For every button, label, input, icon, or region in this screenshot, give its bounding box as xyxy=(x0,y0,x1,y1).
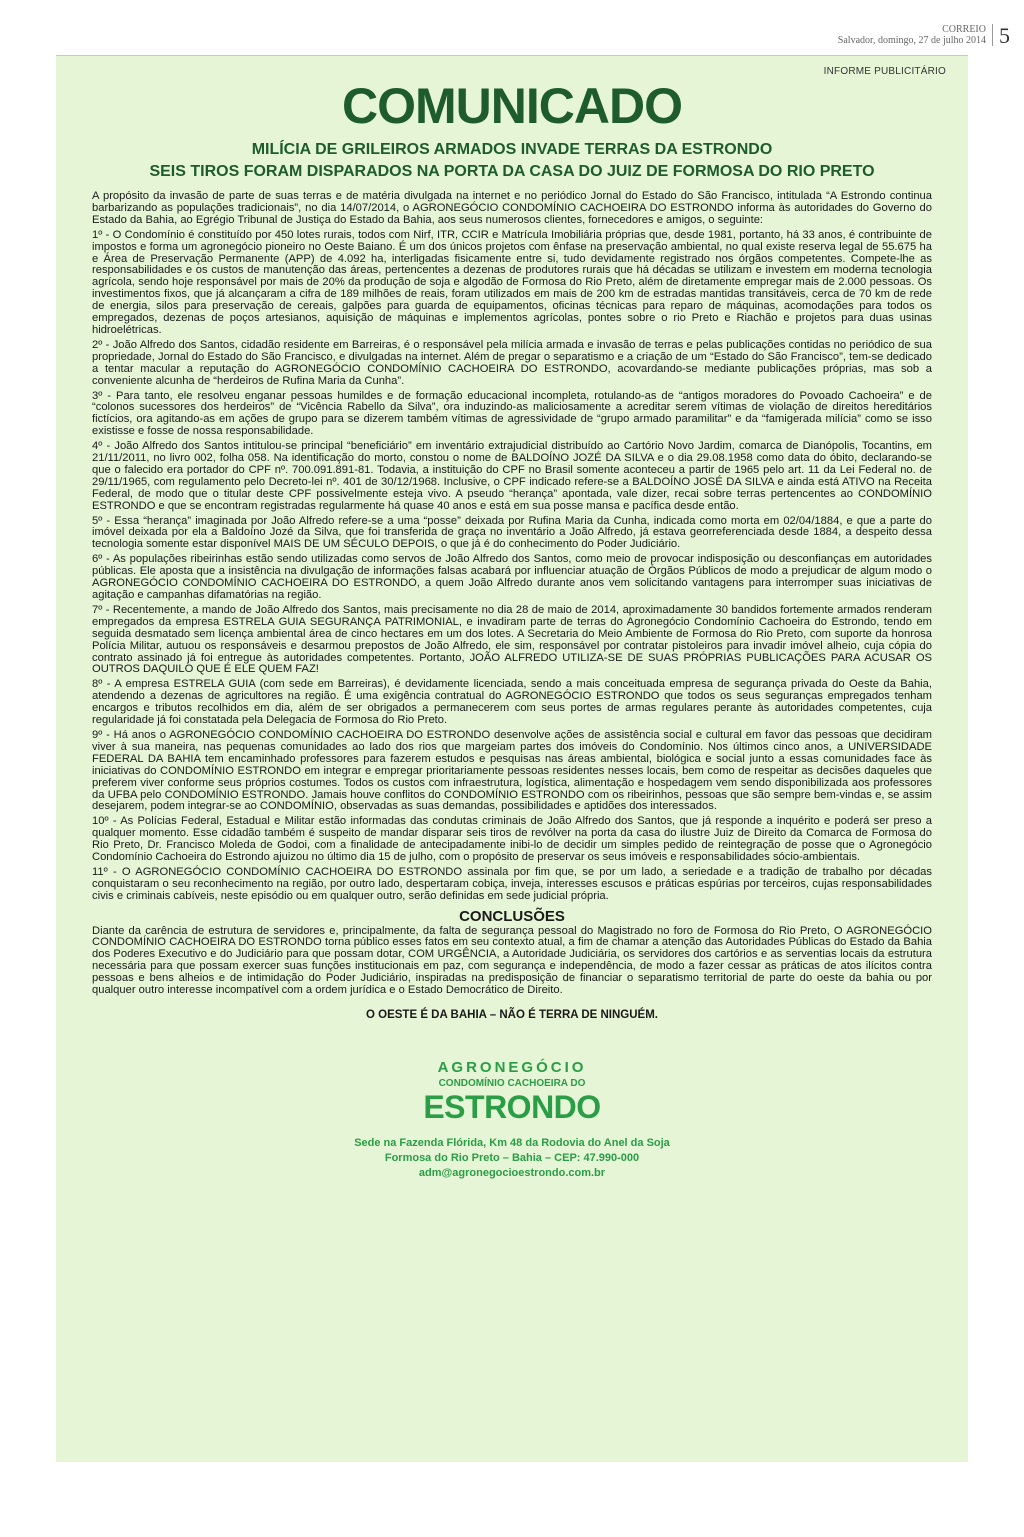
paragraph-7: 7º - Recentemente, a mando de João Alfredo dos Santos, mais precisamente no dia 28 de maio de 2014, aproximadamente 30 bandidos fortemente armados renderam empregados da empresa ESTRELA GUIA SEGURANÇA PATRIMONIAL, e invadiram parte de terras do Agronegócio Condomínio Cachoeira do Estrondo, tendo em seguida desmatado sem licença ambiental área de cinco hectares em um dos lotes. A Secretaria do Meio Ambiente de Formosa do Rio Preto, com suporte da honrosa Polícia Militar, autuou os responsáveis e desarmou prepostos de João Alfredo, ele sim, responsável por contratar pistoleiros para invadir imóvel alheio, cuja cópia do contrato assinado já foi entregue às autoridades competentes. Portanto, JOÃO ALFREDO UTILIZA-SE DE SUAS PRÓPRIAS PUBLICAÇÕES PARA ACUSAR OS OUTROS DAQUILO QUE É ELE QUEM FAZ! xyxy=(92,603,932,676)
page-number: 5 xyxy=(999,23,1010,48)
logo-line-estrondo: ESTRONDO xyxy=(423,1089,601,1125)
paragraph-3: 3º - Para tanto, ele resolveu enganar pessoas humildes e de formação educacional incompleta, rotulando-as de “antigos moradores do Povoado Cachoeira” e de “colonos sucessores dos herdeiros” de “Vicência Rabello da Silva”, ora induzindo-as maliciosamente a acreditar serem vítimas de violação de direitos hereditários fictícios, ora agitando-as em ações de grupo para se dizerem também vítimas de agressividade de “grupo armado paramilitar” e da “famigerada milícia” como se isso existisse e fosse de nossa responsabilidade. xyxy=(92,389,932,438)
subtitle-1: MILÍCIA DE GRILEIROS ARMADOS INVADE TERRAS DA ESTRONDO xyxy=(251,141,773,158)
newspaper-name: CORREIO xyxy=(942,24,986,35)
email-address: adm@agronegocioestrondo.com.br xyxy=(418,1167,606,1179)
logo-line-agronegocio: AGRONEGÓCIO xyxy=(437,1059,587,1076)
paragraph-2: 2º - João Alfredo dos Santos, cidadão residente em Barreiras, é o responsável pela milícia armada e invasão de terras e pelas publicações contidas no periódico de sua propriedade, Jornal do Estado do São Francisco, e divulgadas na internet. Além de pregar o separatismo e a criação de um “Estado do São Francisco”, tem-se dedicado a tentar macular a reputação do AGRONEGÓCIO CONDOMÍNIO CACHOEIRA DO ESTRONDO, acovardando-se mediante publicações próprias, mas sob a conveniente alcunha de “herdeiros de Rufina Maria da Cunha”. xyxy=(92,338,932,387)
masthead-text xyxy=(838,24,993,46)
informe-label: INFORME PUBLICITÁRIO xyxy=(823,66,946,77)
paragraph-9: 9º - Há anos o AGRONEGÓCIO CONDOMÍNIO CACHOEIRA DO ESTRONDO desenvolve ações de assistência social e cultural em favor das pessoas que decidiram viver à sua maneira, nas pequenas comunidades ao lado dos rios que margeiam partes dos imóveis do Condomínio. Nos últimos cinco anos, a UNIVERSIDADE FEDERAL DA BAHIA tem encaminhado professores para fazerem estudos e pesquisas nas áreas ambiental, biológica e social junto a essas comunidades face às iniciativas do CONDOMÍNIO ESTRONDO em integrar e empregar prioritariamente pessoas residentes nesses locais, bem como de respeitar as decisões daqueles que preferem viver conforme seus próprios costumes. Todos os custos com infraestrutura, logística, alimentação e hospedagem vem sendo disponibilizada aos professores da UFBA pelo CONDOMÍNIO ESTRONDO. Jamais houve conflitos do CONDOMÍNIO ESTRONDO com os ribeirinhos, pessoas que são sempre bem-vindas e, se assim desejarem, podem integrar-se ao CONDOMÍNIO, observadas as suas demandas, possibilidades e aptidões dos interessados. xyxy=(92,728,932,813)
company-logo xyxy=(92,1059,932,1124)
address-line-1: Sede na Fazenda Flórida, Km 48 da Rodovia do Anel da Soja xyxy=(354,1137,670,1149)
conclusions-paragraph: Diante da carência de estrutura de servidores e, principalmente, da falta de segurança pessoal do Magistrado no foro de Formosa do Rio Preto, O AGRONEGÓCIO CONDOMÍNIO CACHOEIRA DO ESTRONDO torna público esses fatos em seu contexto atual, a fim de chamar a atenção das Autoridades Públicas do Estado da Bahia dos Poderes Executivo e do Judiciário para que possam dotar, COM URGÊNCIA, a Autoridade Judiciária, os servidores dos cartórios e as serventias locais da estrutura necessária para que possam exercer suas funções institucionais em paz, com segurança e independência, de modo a fazer cessar as práticas de atos ilícitos contra pessoas e bens alheios e de intimidação do Poder Judiciário, inspiradas na predisposição de financiar o separatismo territorial de parte do oeste da bahia ou por qualquer outro interesse incompatível com a ordem jurídica e o Estado Democrático de Direito. xyxy=(92,924,932,997)
paragraph-6: 6º - As populações ribeirinhas estão sendo utilizadas como servos de João Alfredo dos Santos, como meio de provocar indisposição ou desconfianças em autoridades públicas. Ele aposta que a insistência na divulgação de informações falsas acabará por influenciar atuação de Órgãos Públicos de modo a prejudicar de algum modo o AGRONEGÓCIO CONDOMÍNIO CACHOEIRA DO ESTRONDO, a quem João Alfredo durante anos vem solicitando vantagens para interromper suas iniciativas de agitação e campanhas difamatórias na região. xyxy=(92,553,932,601)
dateline: Salvador, domingo, 27 de julho 2014 xyxy=(837,35,986,46)
address-block xyxy=(92,1136,932,1181)
masthead xyxy=(838,24,1010,48)
intro-paragraph: A propósito da invasão de parte de suas terras e de matéria divulgada na internet e no periódico Jornal do Estado do São Francisco, intitulada “A Estrondo continua barbarizando as populações tradicionais”, no dia 14/07/2014, o AGRONEGÓCIO CONDOMÍNIO CACHOEIRA DO ESTRONDO informa às autoridades do Governo do Estado da Bahia, ao Egrégio Tribunal de Justiça do Estado da Bahia, aos seus numerosos clientes, fornecedores e amigos, o seguinte: xyxy=(92,190,932,226)
address-line-2: Formosa do Rio Preto – Bahia – CEP: 47.990-000 xyxy=(384,1152,640,1164)
paragraph-5: 5º - Essa “herança” imaginada por João Alfredo refere-se a uma “posse” deixada por Rufina Maria da Cunha, indicada como morta em 02/04/1884, e que a parte do imóvel deixada por ela a Baldoíno Jozé da Silva, que foi transferida de graça no inventário a João Alfredo, já estava georreferenciada desde 1884, a despeito dessa tecnologia somente estar disponível MAIS DE UM SÉCULO DEPOIS, o que já é do conhecimento do Poder Judiciário. xyxy=(92,514,932,551)
logo-line-condominio: CONDOMÍNIO CACHOEIRA DO xyxy=(438,1078,586,1089)
conclusions-heading: CONCLUSÕES xyxy=(459,907,565,925)
paragraph-8: 8º - A empresa ESTRELA GUIA (com sede em Barreiras), é devidamente licenciada, sendo a mais conceituada empresa de segurança privada do Oeste da Bahia, atendendo a dezenas de agricultores na região. É uma exigência contratual do AGRONEGÓCIO ESTRONDO que todos os seus seguranças empregados tenham encargos e tributos recolhidos em dia, além de ser obrigados a permanecerem com seus portes de armas regulares perante às autoridades competentes, cuja regularidade já foi constatada pela Delegacia de Formosa do Rio Preto. xyxy=(92,678,932,727)
motto: O OESTE É DA BAHIA – NÃO É TERRA DE NINGUÉM. xyxy=(366,1009,658,1021)
paragraph-4: 4º - João Alfredo dos Santos intitulou-se principal “beneficiário” em inventário extrajudicial distribuído ao Cartório Novo Jardim, comarca de Dianópolis, Tocantins, em 21/11/2011, no livro 002, folha 058. Na identificação do morto, constou o nome de BALDOÍNO JOZÉ DA SILVA e o dia 29.08.1958 como data do óbito, declarando-se que o falecido era portador do CPF nº. 700.091.891-81. Todavia, a instituição do CPF no Brasil somente aconteceu a partir de 1965 pelo art. 11 da Lei Federal no. de 29/11/1965, com regulamento pelo Decreto-lei nº. 401 de 30/12/1968. Inclusive, o CPF indicado refere-se a BALDOÍNO JOSÉ DA SILVA e ainda está ATIVO na Receita Federal, de modo que o titular deste CPF possivelmente esteja vivo. A pseudo “herança” apontada, vale dizer, recai sobre terras pertencentes ao CONDOMÍNIO ESTRONDO e que se encontram registradas regularmente há quase 40 anos e está em sua posse mansa e pacífica desde então. xyxy=(92,440,932,512)
subtitle-2: SEIS TIROS FORAM DISPARADOS NA PORTA DA CASA DO JUIZ DE FORMOSA DO RIO PRETO xyxy=(149,163,875,180)
advertisement-panel xyxy=(56,56,968,1462)
paragraph-1: 1º - O Condomínio é constituído por 450 lotes rurais, todos com Nirf, ITR, CCIR e Matrícula Imobiliária próprias que, desde 1981, portanto, há 33 anos, é contribuinte de impostos e forma um agronegócio pioneiro no Oeste Baiano. É um dos únicos projetos com ênfase na preservação ambiental, no qual existe reserva legal de 55.675 ha e Área de Preservação Permanente (APP) de 4.092 ha, interligadas fisicamente entre si, tudo devidamente registrado nos órgãos competentes. Compete-lhe as responsabilidades e os custos de manutenção das áreas, pertencentes a dezenas de produtores rurais que há décadas se utilizam e investem em moderna tecnologia agrícola, sendo hoje responsável por mais de 20% da produção de soja e algodão de Formosa do Rio Preto, além de diretamente empregar mais de 2.000 pessoas. Os investimentos fixos, que já alcançaram a cifra de 189 milhões de reais, foram utilizados em mais de 200 km de estradas mantidas transitáveis, cerca de 70 km de rede de energia, silos para preservação de cereais, galpões para guarda de equipamentos, oficinas técnicas para reparo de máquinas, acomodações para todos os empregados, dezenas de poços artesianos, aquisição de máquinas e implementos agrícolas, pontes sobre o rio Preto e Riachão e projetos para duas usinas hidroelétricas. xyxy=(92,228,932,336)
page-title: COMUNICADO xyxy=(342,78,682,134)
article-body xyxy=(92,191,932,997)
paragraph-11: 11º - O AGRONEGÓCIO CONDOMÍNIO CACHOEIRA DO ESTRONDO assinala por fim que, se por um lado, a seriedade e a tradição de trabalho por décadas conquistaram o seu reconhecimento na região, por outro lado, despertaram cobiça, inveja, interesses escusos e práticas espúrias por terceiros, cujas responsabilidades civis e criminais cabíveis, neste episódio ou em qualquer outro, serão definidas em sede judicial própria. xyxy=(92,865,932,902)
paragraph-10: 10º - As Polícias Federal, Estadual e Militar estão informadas das condutas criminais de João Alfredo dos Santos, que já responde a inquérito e poderá ser preso a qualquer momento. Esse cidadão também é suspeito de mandar disparar seis tiros de revólver na porta da casa do ilustre Juiz de Direito da Comarca de Formosa do Rio Preto, Dr. Francisco Moleda de Godoi, com a finalidade de antecipadamente inibi-lo de decidir um simples pedido de reintegração de posse que o Agronegócio Condomínio Cachoeira do Estrondo ajuizou no último dia 15 de julho, com o propósito de preservar os seus imóveis e responsabilidades sócio-ambientais. xyxy=(92,815,932,864)
